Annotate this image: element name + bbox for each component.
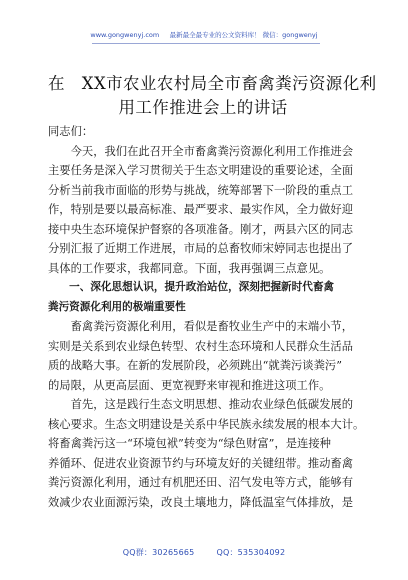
body-text-line: 的局限，从更高层面、更宽视野来审视和推进这项工作。 [48, 378, 331, 392]
title-line-2: 用工作推进会上的讲话 [118, 98, 288, 117]
site-link[interactable]: www.gongwenyj.com [90, 31, 160, 39]
body-text-line: 核心要求。生态文明建设是关系中华民族永续发展的根本大计。 [48, 417, 365, 431]
body-text-line: 实则是关系到农业绿色转型、农村生态环境和人民群众生活品 [48, 339, 354, 353]
title-line-1: 在 XX市农业农村局全市畜禽粪污资源化利 [48, 74, 377, 93]
body-text-line: 主要任务是深入学习贯彻关于生态文明建设的重要论述，全面 [48, 164, 354, 177]
body-text-line: 粪污资源化利用，通过有机肥还田、沼气发电等方式，能够有 [48, 476, 354, 489]
body-text-line: 畜禽粪污资源化利用，看似是畜牧业生产中的末端小节， [48, 320, 354, 333]
body-text-line: 接中央生态环境保护督察的各项准备。刚才，两县六区的同志 [48, 222, 354, 236]
body-text-line: 具体的工作要求，我都同意。下面，我再强调三点意见。 [48, 261, 331, 275]
site-header [0, 31, 408, 40]
body-text-line: 将畜禽粪污这一“环境包袱”转变为“绿色财富”，是连接种 [48, 437, 331, 450]
document-body [48, 122, 366, 512]
body-text-line: 作，特别是要以最高标准、最严要求、最实作风，全力做好迎 [48, 203, 354, 216]
footer-qq: QQ：535304092 [216, 548, 286, 557]
body-text-line: 同志们： [48, 125, 94, 138]
body-text-line: 今天，我们在此召开全市畜禽粪污资源化利用工作推进会 [48, 144, 354, 158]
footer-qq-group: QQ群：30265665 [122, 548, 195, 557]
header-divider [92, 43, 320, 44]
body-text-line: 首先，这是践行生态文明思想、推动农业绿色低碳发展的 [48, 398, 354, 411]
body-text-line: 分析当前我市面临的形势与挑战，统筹部署下一阶段的重点工 [48, 183, 354, 197]
body-text-line: 效减少农业面源污染，改良土壤地力，降低温室气体排放，是 [48, 495, 354, 509]
body-text-line: 分别汇报了近期工作进展，市局的总畜牧师宋婷同志也提出了 [48, 242, 354, 255]
body-text-line: 质的战略大事。在新的发展阶段，必须跳出“就粪污谈粪污” [48, 359, 342, 372]
body-text-line: 养循环、促进农业资源节约与环境友好的关键纽带。推动畜禽 [48, 456, 354, 470]
page-footer [0, 547, 408, 558]
document-title [48, 72, 377, 120]
section-heading-line: 一、深化思想认识，提升政治站位，深刻把握新时代畜禽 [48, 281, 335, 293]
section-heading-line: 粪污资源化利用的极端重要性 [48, 300, 186, 313]
site-slogan: 最新最全最专业的公文资料库！ 微信：gongwenyj [169, 31, 318, 39]
